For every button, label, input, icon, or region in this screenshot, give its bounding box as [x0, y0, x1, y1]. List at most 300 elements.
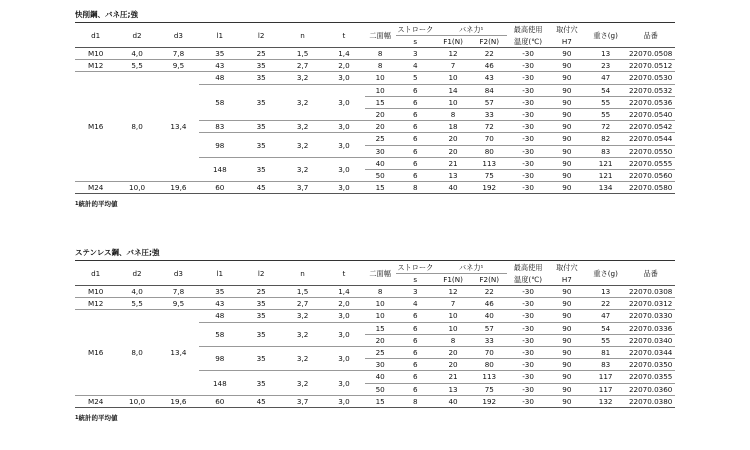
- cell-f2: 40: [471, 310, 507, 322]
- cell-f2: 113: [471, 157, 507, 169]
- cell-width: 50: [365, 383, 396, 395]
- spec-table-free-cutting-steel: [75, 22, 675, 194]
- footnote-text: 統計的平均値: [78, 200, 118, 209]
- cell-f2: 43: [471, 72, 507, 84]
- cell-f2: 70: [471, 133, 507, 145]
- cell-d1-m16: M16: [75, 310, 116, 395]
- cell-d3: 7,8: [158, 48, 199, 60]
- col-subheader-s: s: [396, 274, 435, 286]
- col-header-t: t: [323, 23, 364, 48]
- section-title: ステンレス鋼、バネ圧;強: [75, 248, 160, 257]
- cell-part-number: 22070.0580: [626, 182, 675, 194]
- cell-f2: 192: [471, 182, 507, 194]
- cell-width: 15: [365, 322, 396, 334]
- spec-table-stainless-steel: [75, 260, 675, 408]
- cell-l1: 58: [199, 84, 240, 121]
- cell-l2: 25: [241, 286, 282, 298]
- cell-part-number: 22070.0344: [626, 346, 675, 358]
- cell-f1: 13: [435, 383, 471, 395]
- cell-f1: 10: [435, 96, 471, 108]
- cell-temp: -30: [507, 310, 548, 322]
- cell-f1: 7: [435, 298, 471, 310]
- cell-f2: 33: [471, 108, 507, 120]
- cell-part-number: 22070.0542: [626, 121, 675, 133]
- cell-width: 25: [365, 346, 396, 358]
- cell-f1: 20: [435, 346, 471, 358]
- cell-weight: 117: [585, 383, 626, 395]
- cell-f2: 22: [471, 286, 507, 298]
- col-header-l2: l2: [241, 23, 282, 48]
- cell-hole: 90: [549, 346, 585, 358]
- cell-width: 10: [365, 84, 396, 96]
- cell-width: 8: [365, 286, 396, 298]
- col-header-l1: l1: [199, 261, 240, 286]
- cell-f1: 40: [435, 395, 471, 407]
- col-header-max-temp: 最高使用: [507, 23, 548, 36]
- cell-part-number: 22070.0380: [626, 395, 675, 407]
- cell-stroke: 6: [396, 334, 435, 346]
- cell-d3-m16: 13,4: [158, 310, 199, 395]
- cell-temp: -30: [507, 383, 548, 395]
- cell-part-number: 22070.0532: [626, 84, 675, 96]
- cell-t: 1,4: [323, 286, 364, 298]
- cell-part-number: 22070.0308: [626, 286, 675, 298]
- cell-temp: -30: [507, 133, 548, 145]
- cell-n: 1,5: [282, 48, 323, 60]
- cell-stroke: 4: [396, 60, 435, 72]
- cell-stroke: 6: [396, 169, 435, 181]
- cell-l2: 35: [241, 84, 282, 121]
- cell-hole: 90: [549, 359, 585, 371]
- cell-temp: -30: [507, 359, 548, 371]
- cell-width: 30: [365, 145, 396, 157]
- cell-width: 15: [365, 182, 396, 194]
- cell-l2: 25: [241, 48, 282, 60]
- col-subheader-h7: H7: [549, 274, 585, 286]
- cell-hole: 90: [549, 121, 585, 133]
- cell-f1: 20: [435, 145, 471, 157]
- cell-part-number: 22070.0540: [626, 108, 675, 120]
- col-subheader-s: s: [396, 36, 435, 48]
- cell-f2: 75: [471, 169, 507, 181]
- cell-weight: 72: [585, 121, 626, 133]
- table-row: [75, 310, 675, 322]
- cell-width: 15: [365, 395, 396, 407]
- cell-d3: 7,8: [158, 286, 199, 298]
- cell-t: 3,0: [323, 371, 364, 395]
- cell-width: 8: [365, 60, 396, 72]
- cell-hole: 90: [549, 322, 585, 334]
- cell-hole: 90: [549, 108, 585, 120]
- cell-width: 10: [365, 310, 396, 322]
- cell-d2-m16: 8,0: [116, 310, 157, 395]
- cell-temp: -30: [507, 182, 548, 194]
- cell-n: 3,2: [282, 310, 323, 322]
- cell-part-number: 22070.0512: [626, 60, 675, 72]
- table-row: [75, 182, 675, 194]
- stainless-steel-section: [75, 246, 675, 423]
- col-header-mounting-hole: 取付穴: [549, 261, 585, 274]
- cell-f1: 20: [435, 133, 471, 145]
- col-subheader-h7: H7: [549, 36, 585, 48]
- cell-part-number: 22070.0336: [626, 322, 675, 334]
- cell-temp: -30: [507, 60, 548, 72]
- col-header-d2: d2: [116, 23, 157, 48]
- cell-d2: 5,5: [116, 298, 157, 310]
- cell-temp: -30: [507, 157, 548, 169]
- table-row: [75, 48, 675, 60]
- cell-d2: 4,0: [116, 48, 157, 60]
- cell-width: 30: [365, 359, 396, 371]
- cell-f2: 80: [471, 145, 507, 157]
- cell-f2: 46: [471, 298, 507, 310]
- cell-weight: 23: [585, 60, 626, 72]
- footnote-text: 統計的平均値: [78, 413, 118, 422]
- cell-l1: 35: [199, 286, 240, 298]
- col-header-d1: d1: [75, 23, 116, 48]
- cell-l1: 98: [199, 346, 240, 370]
- col-subheader-f1: F1(N): [435, 36, 471, 48]
- cell-weight: 83: [585, 145, 626, 157]
- table-header-row: [75, 23, 675, 36]
- cell-f1: 12: [435, 286, 471, 298]
- cell-d2: 10,0: [116, 182, 157, 194]
- cell-stroke: 6: [396, 371, 435, 383]
- cell-l1: 148: [199, 371, 240, 395]
- cell-weight: 55: [585, 108, 626, 120]
- cell-weight: 132: [585, 395, 626, 407]
- footnote-marker: 1: [75, 414, 79, 421]
- cell-hole: 90: [549, 383, 585, 395]
- cell-weight: 22: [585, 298, 626, 310]
- cell-l2: 35: [241, 346, 282, 370]
- cell-stroke: 6: [396, 133, 435, 145]
- cell-f1: 12: [435, 48, 471, 60]
- cell-t: 3,0: [323, 84, 364, 121]
- cell-width: 15: [365, 96, 396, 108]
- cell-l2: 35: [241, 322, 282, 346]
- cell-hole: 90: [549, 145, 585, 157]
- table-row: [75, 60, 675, 72]
- cell-d1: M24: [75, 395, 116, 407]
- col-header-d3: d3: [158, 23, 199, 48]
- cell-stroke: 6: [396, 322, 435, 334]
- cell-part-number: 22070.0544: [626, 133, 675, 145]
- cell-stroke: 6: [396, 383, 435, 395]
- cell-t: 3,0: [323, 121, 364, 133]
- cell-n: 3,2: [282, 346, 323, 370]
- cell-part-number: 22070.0330: [626, 310, 675, 322]
- cell-d3-m16: 13,4: [158, 72, 199, 182]
- cell-d1: M10: [75, 48, 116, 60]
- cell-f1: 10: [435, 72, 471, 84]
- cell-part-number: 22070.0560: [626, 169, 675, 181]
- cell-l1: 48: [199, 72, 240, 84]
- cell-l2: 35: [241, 310, 282, 322]
- cell-t: 3,0: [323, 182, 364, 194]
- cell-t: 1,4: [323, 48, 364, 60]
- cell-hole: 90: [549, 169, 585, 181]
- cell-hole: 90: [549, 60, 585, 72]
- col-subheader-temp-unit: 温度(℃): [507, 274, 548, 286]
- cell-hole: 90: [549, 310, 585, 322]
- cell-weight: 121: [585, 157, 626, 169]
- cell-f2: 57: [471, 322, 507, 334]
- cell-hole: 90: [549, 395, 585, 407]
- cell-n: 3,2: [282, 72, 323, 84]
- cell-f2: 113: [471, 371, 507, 383]
- cell-l2: 35: [241, 157, 282, 181]
- cell-temp: -30: [507, 298, 548, 310]
- cell-stroke: 8: [396, 395, 435, 407]
- cell-f2: 80: [471, 359, 507, 371]
- cell-l1: 58: [199, 322, 240, 346]
- cell-n: 3,2: [282, 371, 323, 395]
- cell-hole: 90: [549, 72, 585, 84]
- col-subheader-f2: F2(N): [471, 36, 507, 48]
- cell-t: 3,0: [323, 157, 364, 181]
- col-header-weight: 重さ(g): [585, 261, 626, 286]
- cell-width: 10: [365, 298, 396, 310]
- cell-part-number: 22070.0312: [626, 298, 675, 310]
- cell-d2: 10,0: [116, 395, 157, 407]
- cell-f1: 7: [435, 60, 471, 72]
- cell-n: 3,2: [282, 84, 323, 121]
- cell-width: 20: [365, 108, 396, 120]
- cell-part-number: 22070.0355: [626, 371, 675, 383]
- cell-width: 40: [365, 157, 396, 169]
- col-header-n: n: [282, 23, 323, 48]
- cell-n: 3,7: [282, 395, 323, 407]
- col-header-stroke: ストローク: [397, 24, 434, 34]
- cell-f1: 10: [435, 310, 471, 322]
- cell-n: 3,7: [282, 182, 323, 194]
- cell-part-number: 22070.0536: [626, 96, 675, 108]
- cell-weight: 121: [585, 169, 626, 181]
- cell-t: 3,0: [323, 346, 364, 370]
- cell-weight: 13: [585, 286, 626, 298]
- cell-t: 3,0: [323, 322, 364, 346]
- cell-f1: 40: [435, 182, 471, 194]
- cell-part-number: 22070.0555: [626, 157, 675, 169]
- col-header-mounting-hole: 取付穴: [549, 23, 585, 36]
- cell-n: 3,2: [282, 121, 323, 133]
- cell-t: 3,0: [323, 395, 364, 407]
- cell-t: 2,0: [323, 298, 364, 310]
- cell-part-number: 22070.0340: [626, 334, 675, 346]
- cell-f1: 18: [435, 121, 471, 133]
- cell-f1: 10: [435, 322, 471, 334]
- cell-d1: M24: [75, 182, 116, 194]
- cell-d3: 19,6: [158, 182, 199, 194]
- cell-l1: 83: [199, 121, 240, 133]
- cell-n: 3,2: [282, 322, 323, 346]
- cell-n: 3,2: [282, 157, 323, 181]
- cell-n: 1,5: [282, 286, 323, 298]
- cell-hole: 90: [549, 96, 585, 108]
- cell-weight: 117: [585, 371, 626, 383]
- cell-width: 20: [365, 334, 396, 346]
- cell-f2: 22: [471, 48, 507, 60]
- cell-f2: 72: [471, 121, 507, 133]
- cell-stroke: 8: [396, 182, 435, 194]
- cell-hole: 90: [549, 298, 585, 310]
- cell-l1: 43: [199, 298, 240, 310]
- cell-weight: 81: [585, 346, 626, 358]
- cell-stroke: 6: [396, 145, 435, 157]
- cell-part-number: 22070.0360: [626, 383, 675, 395]
- cell-weight: 55: [585, 96, 626, 108]
- col-header-spring-force: バネ力¹: [435, 261, 507, 274]
- cell-part-number: 22070.0550: [626, 145, 675, 157]
- cell-width: 40: [365, 371, 396, 383]
- cell-stroke: 6: [396, 346, 435, 358]
- cell-temp: -30: [507, 145, 548, 157]
- col-header-part-number: 品番: [626, 261, 675, 286]
- cell-temp: -30: [507, 96, 548, 108]
- cell-f1: 14: [435, 84, 471, 96]
- cell-f2: 70: [471, 346, 507, 358]
- col-subheader-temp-unit: 温度(℃): [507, 36, 548, 48]
- cell-l2: 35: [241, 133, 282, 157]
- cell-width: 25: [365, 133, 396, 145]
- cell-temp: -30: [507, 84, 548, 96]
- cell-d3: 19,6: [158, 395, 199, 407]
- cell-f2: 33: [471, 334, 507, 346]
- col-header-stroke: ストローク: [397, 262, 434, 272]
- cell-l2: 35: [241, 298, 282, 310]
- cell-l1: 98: [199, 133, 240, 157]
- cell-temp: -30: [507, 169, 548, 181]
- cell-f2: 192: [471, 395, 507, 407]
- table-row: [75, 395, 675, 407]
- cell-d2-m16: 8,0: [116, 72, 157, 182]
- cell-d1-m16: M16: [75, 72, 116, 182]
- cell-hole: 90: [549, 157, 585, 169]
- cell-l1: 43: [199, 60, 240, 72]
- cell-f1: 8: [435, 108, 471, 120]
- cell-f2: 46: [471, 60, 507, 72]
- col-header-part-number: 品番: [626, 23, 675, 48]
- cell-temp: -30: [507, 108, 548, 120]
- cell-d2: 5,5: [116, 60, 157, 72]
- cell-temp: -30: [507, 48, 548, 60]
- cell-temp: -30: [507, 334, 548, 346]
- cell-weight: 47: [585, 72, 626, 84]
- cell-d3: 9,5: [158, 298, 199, 310]
- col-header-width-across-flats: 二面幅: [365, 23, 396, 48]
- col-header-t: t: [323, 261, 364, 286]
- cell-hole: 90: [549, 182, 585, 194]
- cell-f1: 13: [435, 169, 471, 181]
- cell-l2: 35: [241, 371, 282, 395]
- cell-hole: 90: [549, 133, 585, 145]
- cell-hole: 90: [549, 48, 585, 60]
- cell-f1: 8: [435, 334, 471, 346]
- cell-t: 3,0: [323, 310, 364, 322]
- cell-stroke: 6: [396, 157, 435, 169]
- cell-temp: -30: [507, 322, 548, 334]
- cell-f2: 84: [471, 84, 507, 96]
- cell-l1: 60: [199, 395, 240, 407]
- col-header-weight: 重さ(g): [585, 23, 626, 48]
- cell-t: 2,0: [323, 60, 364, 72]
- cell-d3: 9,5: [158, 60, 199, 72]
- cell-l2: 35: [241, 60, 282, 72]
- col-header-n: n: [282, 261, 323, 286]
- cell-weight: 83: [585, 359, 626, 371]
- cell-l1: 148: [199, 157, 240, 181]
- section-title: 快削鋼、バネ圧;強: [75, 10, 138, 19]
- cell-f1: 21: [435, 157, 471, 169]
- cell-weight: 134: [585, 182, 626, 194]
- cell-stroke: 6: [396, 310, 435, 322]
- cell-d1: M12: [75, 60, 116, 72]
- cell-hole: 90: [549, 286, 585, 298]
- cell-stroke: 5: [396, 72, 435, 84]
- cell-f2: 75: [471, 383, 507, 395]
- cell-width: 20: [365, 121, 396, 133]
- col-subheader-f1: F1(N): [435, 274, 471, 286]
- cell-hole: 90: [549, 371, 585, 383]
- col-subheader-f2: F2(N): [471, 274, 507, 286]
- col-header-width-across-flats: 二面幅: [365, 261, 396, 286]
- cell-stroke: 3: [396, 48, 435, 60]
- cell-part-number: 22070.0530: [626, 72, 675, 84]
- cell-temp: -30: [507, 395, 548, 407]
- cell-width: 10: [365, 72, 396, 84]
- cell-f2: 57: [471, 96, 507, 108]
- cell-l1: 60: [199, 182, 240, 194]
- table-header-row: [75, 261, 675, 274]
- cell-l2: 45: [241, 182, 282, 194]
- cell-weight: 54: [585, 322, 626, 334]
- cell-width: 8: [365, 48, 396, 60]
- cell-temp: -30: [507, 121, 548, 133]
- cell-n: 2,7: [282, 298, 323, 310]
- cell-hole: 90: [549, 84, 585, 96]
- col-header-d2: d2: [116, 261, 157, 286]
- cell-d2: 4,0: [116, 286, 157, 298]
- col-header-d3: d3: [158, 261, 199, 286]
- cell-stroke: 6: [396, 359, 435, 371]
- footnote-marker: 1: [75, 201, 79, 208]
- table-row: [75, 298, 675, 310]
- col-header-max-temp: 最高使用: [507, 261, 548, 274]
- cell-f1: 21: [435, 371, 471, 383]
- table-row: [75, 286, 675, 298]
- cell-l2: 45: [241, 395, 282, 407]
- cell-n: 2,7: [282, 60, 323, 72]
- cell-stroke: 6: [396, 108, 435, 120]
- cell-d1: M12: [75, 298, 116, 310]
- footnote: [75, 200, 675, 209]
- cell-l2: 35: [241, 72, 282, 84]
- col-header-l1: l1: [199, 23, 240, 48]
- cell-weight: 47: [585, 310, 626, 322]
- cell-n: 3,2: [282, 133, 323, 157]
- free-cutting-steel-section: [75, 8, 675, 209]
- cell-part-number: 22070.0350: [626, 359, 675, 371]
- cell-l1: 35: [199, 48, 240, 60]
- cell-stroke: 4: [396, 298, 435, 310]
- cell-temp: -30: [507, 286, 548, 298]
- cell-weight: 54: [585, 84, 626, 96]
- cell-weight: 55: [585, 334, 626, 346]
- cell-l2: 35: [241, 121, 282, 133]
- cell-hole: 90: [549, 334, 585, 346]
- table-row: [75, 72, 675, 84]
